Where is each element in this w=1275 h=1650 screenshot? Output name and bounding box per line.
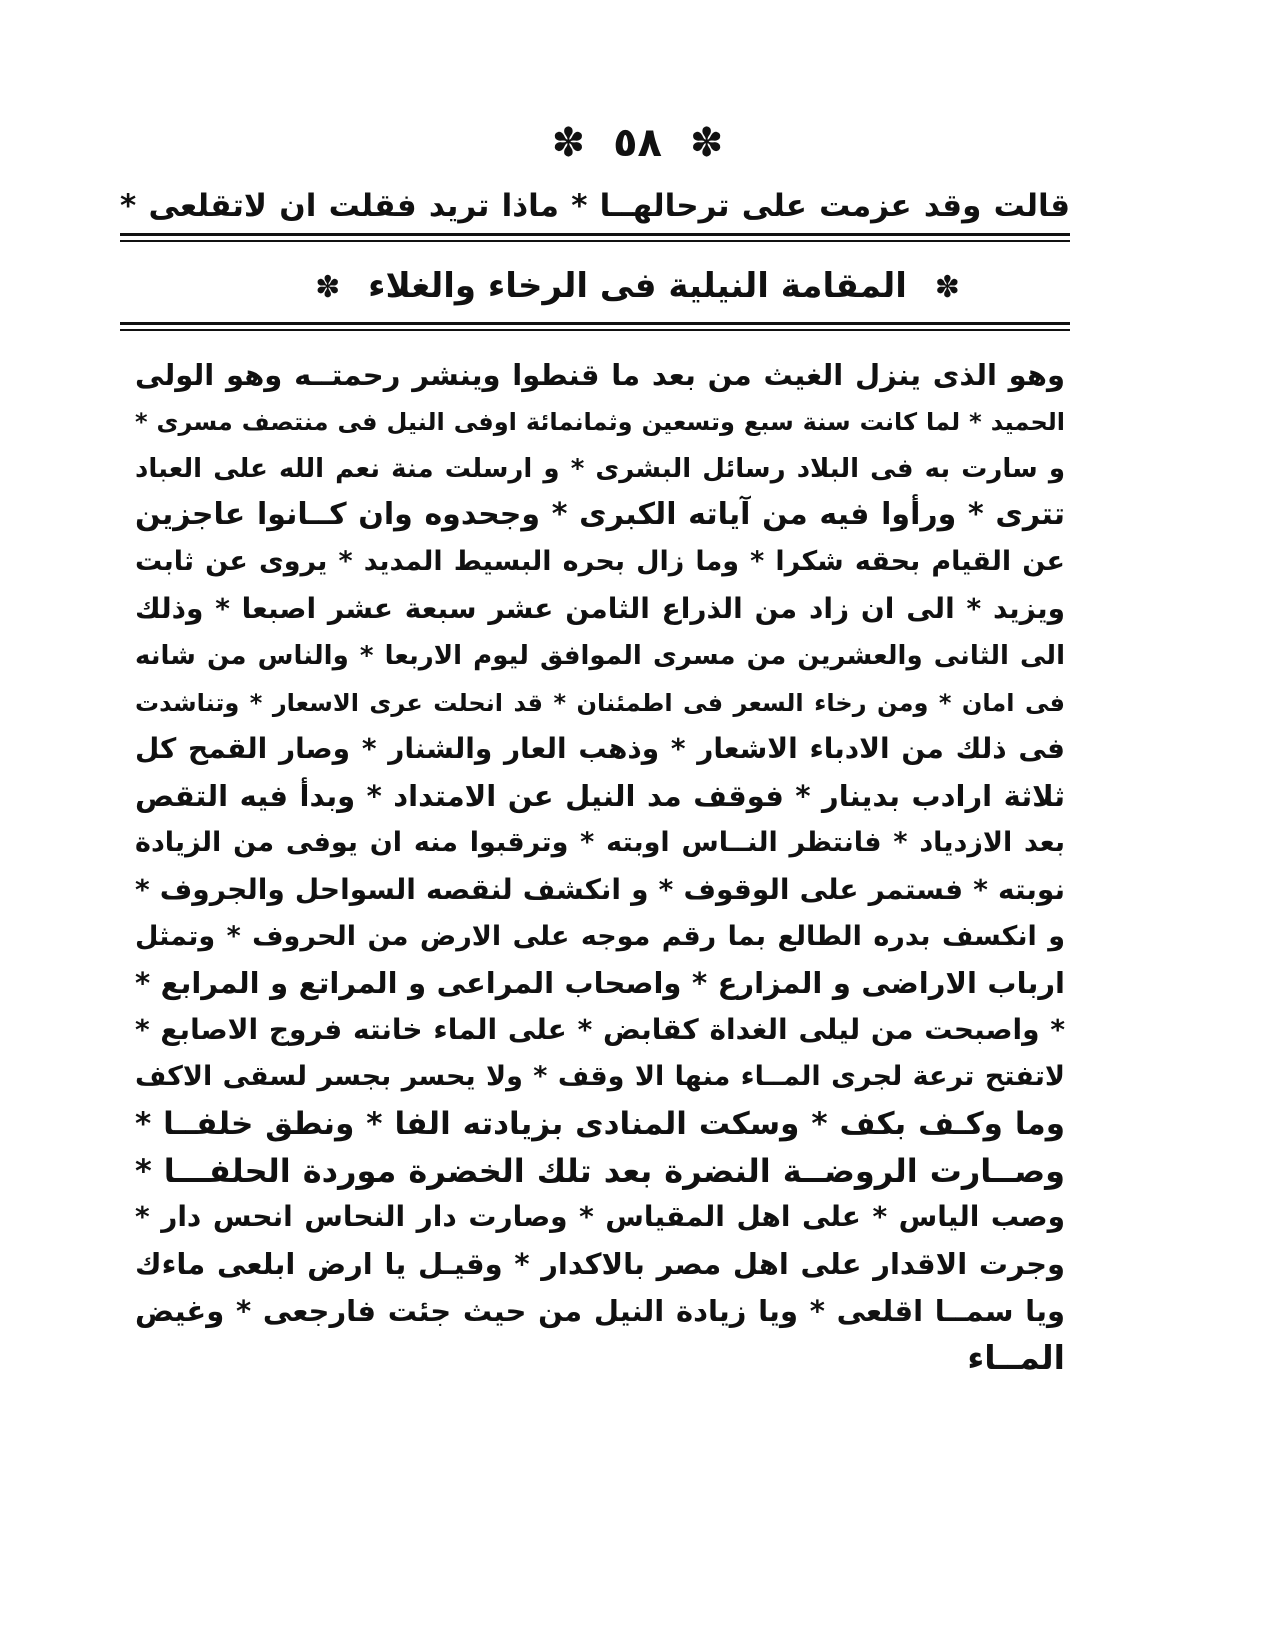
text-line: و انكسف بدره الطالع بما رقم موجه على الارض من الحروف * وتمثل (135, 920, 1065, 952)
continuation-verse: قالت وقد عزمت على ترحالهــا * ماذا تريد فقلت ان لاتقلعى * (120, 188, 1070, 224)
text-line: لاتفتح ترعة لجرى المــاء منها الا وقف * ولا يحسر بجسر لسقى الاكف (135, 1060, 1065, 1092)
ornament-icon: ✽ (551, 120, 586, 166)
text-line: بعد الازدياد * فانتظر النــاس اوبته * وترقبوا منه ان يوفى من الزيادة (135, 826, 1065, 858)
page-number: ٥٨ (613, 120, 662, 166)
text-line: فى ذلك من الادباء الاشعار * وذهب العار والشنار * وصار القمح كل (135, 732, 1065, 766)
text-line: * واصبحت من ليلى الغداة كقابض * على الماء خانته فروج الاصابع * (135, 1013, 1065, 1047)
text-line: ثلاثة ارادب بدينار * فوقف مد النيل عن الامتداد * وبدأ فيه التقص (135, 779, 1065, 814)
text-line: الحميد * لما كانت سنة سبع وتسعين وثمانمائة اوفى النيل فى منتصف مسرى * (135, 407, 1065, 436)
text-line: المــاء (967, 1337, 1065, 1377)
text-line: وجرت الاقدار على اهل مصر بالاكدار * وقيـل يا ارض ابلعى ماءك (135, 1247, 1065, 1282)
text-line: ارباب الاراضى و المزارع * واصحاب المراعى و المراتع و المرابع * (135, 966, 1065, 1001)
text-line: و سارت به فى البلاد رسائل البشرى * و ارسلت منة نعم الله على العباد (135, 453, 1065, 484)
body-text (135, 352, 1065, 1382)
text-line: نوبته * فستمر على الوقوف * و انكشف لنقصه السواحل والجروف * (135, 872, 1065, 906)
text-line: وهو الذى ينزل الغيث من بعد ما قنطوا وينشر رحمتــه وهو الولى (135, 358, 1065, 392)
text-line: وصــارت الروضــة النضرة بعد تلك الخضرة موردة الحلفـــا * (135, 1151, 1065, 1190)
text-line: تترى * ورأوا فيه من آياته الكبرى * وجحدوه وان كــانوا عاجزين (135, 497, 1065, 533)
ornament-icon: ✽ (315, 270, 341, 305)
text-line: وصب الياس * على اهل المقياس * وصارت دار النحاس انحس دار * (135, 1200, 1065, 1234)
page-number-header (0, 118, 1275, 168)
text-line: فى امان * ومن رخاء السعر فى اطمئنان * قد انحلت عرى الاسعار * وتناشدت (135, 688, 1065, 717)
text-line: عن القيام بحقه شكرا * وما زال بحره البسيط المديد * يروى عن ثابت (135, 546, 1065, 578)
text-line: الى الثانى والعشرين من مسرى الموافق ليوم الاربعا * والناس من شانه (135, 640, 1065, 671)
ornament-icon: ✽ (689, 120, 724, 166)
double-rule-divider (120, 233, 1070, 242)
double-rule-divider (120, 322, 1070, 331)
text-line: ويزيد * الى ان زاد من الذراع الثامن عشر سبعة عشر اصبعا * وذلك (135, 591, 1065, 625)
text-line: وما وكـف بكف * وسكت المنادى بزيادته الفا * ونطق خلفــا * (135, 1105, 1065, 1142)
text-line: ويا سمــا اقلعى * ويا زيادة النيل من حيث جئت فارجعى * وغيض (135, 1293, 1065, 1328)
section-title: المقامة النيلية فى الرخاء والغلاء (368, 266, 907, 306)
ornament-icon: ✽ (934, 270, 960, 305)
section-heading (0, 258, 1275, 316)
